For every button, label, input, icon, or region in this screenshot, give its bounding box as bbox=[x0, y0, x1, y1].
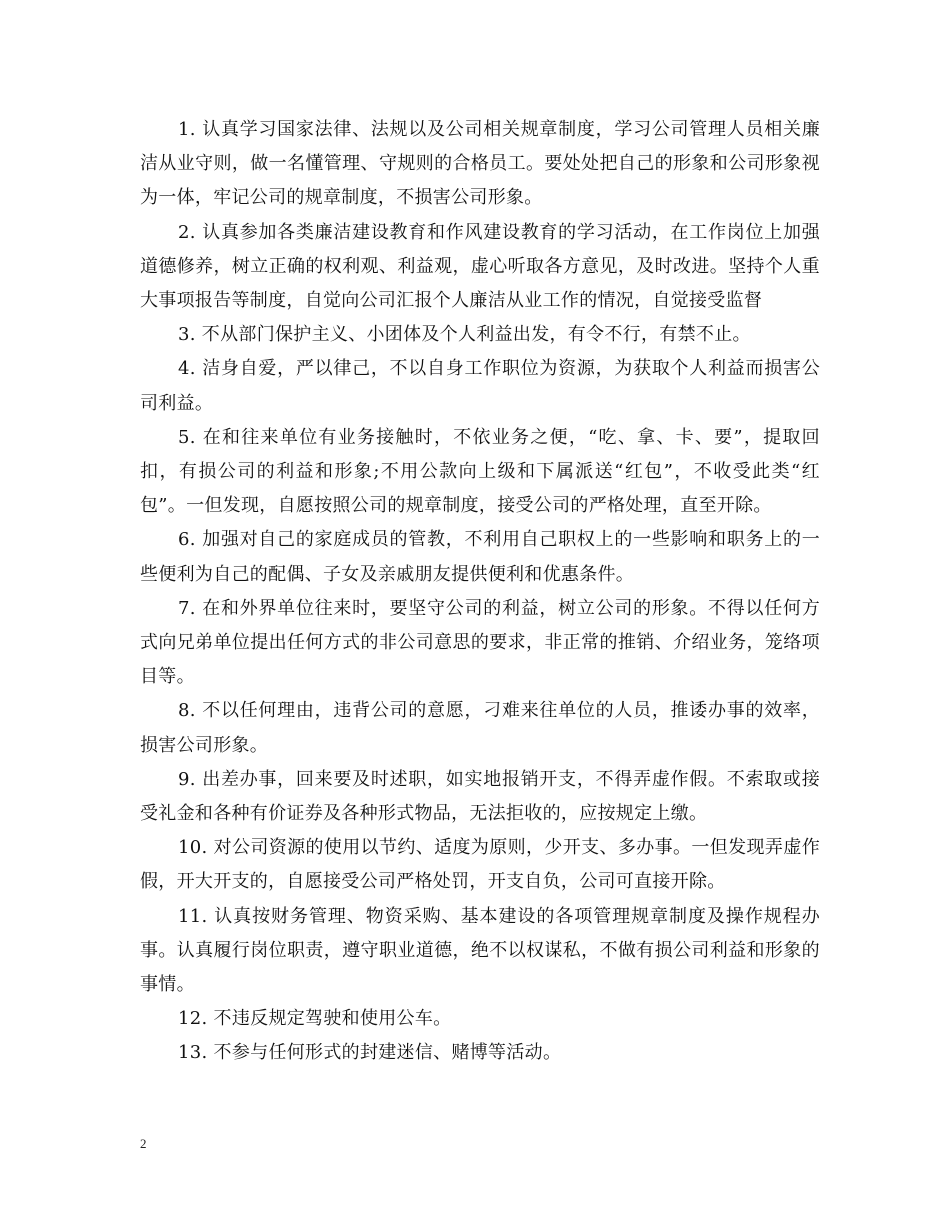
paragraph-1: 1. 认真学习国家法律、法规以及公司相关规章制度，学习公司管理人员相关廉洁从业守则，做一名懂管理、守规则的合格员工。要处处把自己的形象和公司形象视为一体，牢记公司的规章制度，不损害公司形象。 bbox=[140, 119, 820, 209]
paragraph-13: 13. 不参与任何形式的封建迷信、赌博等活动。 bbox=[178, 1042, 562, 1064]
paragraph-4: 4. 洁身自爱，严以律己，不以自身工作职位为资源，为获取个人利益而损害公司利益。 bbox=[140, 358, 820, 414]
paragraph-5: 5. 在和往来单位有业务接触时，不依业务之便，“吃、拿、卡、要”，提取回扣，有损公司的利益和形象;不用公款向上级和下属派送“红包”，不收受此类“红包”。一但发现，自愿按照公司的规章制度，接受公司的严格处理，直至开除。 bbox=[140, 426, 820, 517]
paragraph-12: 12. 不违反规定驾驶和使用公车。 bbox=[178, 1008, 452, 1030]
paragraph-7: 7. 在和外界单位往来时，要坚守公司的利益，树立公司的形象。不得以任何方式向兄弟单位提出任何方式的非公司意思的要求，非正常的推销、介绍业务，笼络项目等。 bbox=[140, 597, 820, 688]
paragraph-10: 10. 对公司资源的使用以节约、适度为原则，少开支、多办事。一但发现弄虚作假，开大开支的，自愿接受公司严格处罚，开支自负，公司可直接开除。 bbox=[140, 837, 820, 893]
paragraph-11: 11. 认真按财务管理、物资采购、基本建设的各项管理规章制度及操作规程办事。认真履行岗位职责，遵守职业道德，绝不以权谋私，不做有损公司利益和形象的事情。 bbox=[140, 905, 820, 996]
paragraph-2: 2. 认真参加各类廉洁建设教育和作风建设教育的学习活动，在工作岗位上加强道德修养，树立正确的权利观、利益观，虚心听取各方意见，及时改进。坚持个人重大事项报告等制度，自觉向公司汇报个人廉洁从业工作的情况，自觉接受监督 bbox=[140, 221, 820, 312]
paragraph-6: 6. 加强对自己的家庭成员的管教，不利用自己职权上的一些影响和职务上的一些便利为自己的配偶、子女及亲戚朋友提供便利和优惠条件。 bbox=[140, 529, 820, 585]
document-body bbox=[140, 113, 820, 1071]
paragraph-9: 9. 出差办事，回来要及时述职，如实地报销开支，不得弄虚作假。不索取或接受礼金和各种有价证券及各种形式物品，无法拒收的，应按规定上缴。 bbox=[140, 768, 820, 825]
paragraph-8: 8. 不以任何理由，违背公司的意愿，刁难来往单位的人员，推诿办事的效率，损害公司形象。 bbox=[140, 700, 820, 756]
page-number: 2 bbox=[140, 1136, 147, 1151]
paragraph-3: 3. 不从部门保护主义、小团体及个人利益出发，有令不行，有禁不止。 bbox=[178, 324, 751, 346]
